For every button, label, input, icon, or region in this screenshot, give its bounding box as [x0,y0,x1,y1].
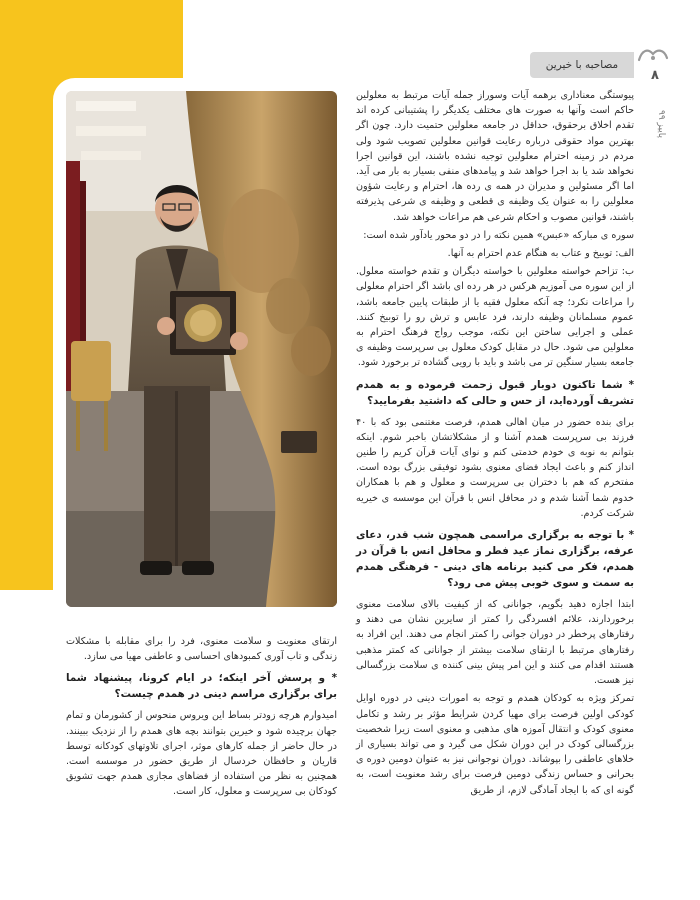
question-heading: * و پرسش آخر اینکه؛ در ایام کرونا، پیشنهاد شما برای برگزاری مراسم دینی در همدم چیست؟ [66,672,337,701]
paragraph: امیدوارم هرچه زودتر بساط این ویروس منحوس از کشورمان و تمام جهان برچیده شود و خیرین بتوانند بچه های همدم را از نزدیک ببینند. در حال حاضر از جمله کارهای موثر، اجرای تلاوتهای کودکانه توسط قاریان و حافظان خردسال از طریق حضور در موسسه است. همچنین به نظر من استفاده از فضاهای مجازی همدم جهت تشویق کودکان بی سرپرست و معلول، کار است. [66,710,337,798]
question-heading: * شما تاکنون دوبار قبول زحمت فرموده و به همدم تشریف آورده‌اید، از حس و حالی که داشتید بفرمایید؟ [356,378,634,407]
left-text-column [66,634,337,803]
section-label: مصاحبه با خیرین [530,52,634,78]
paragraph: تمرکز ویژه به کودکان همدم و توجه به امورات دینی در دوره اوایل کودکی اولین فرصت برای مهیا کردن شرایط مؤثر بر رشد و تکامل معنوی کودک و انتقال آموزه های مذهبی و معنوی است زیرا شخصیت بزرگسالی کودک در این دوران شکل می گیرد و می تواند بسیاری از خلاهای عاطفی را بپوشاند. دوران نوجوانی نیز به عنوان دومین دوره ی بحرانی و حساس زندگی دومین فرصت برای رشد معنویت است، به گونه ای که با ایجاد آمادگی لازم، از طریق [356,693,634,796]
paragraph: پیوستگی معناداری برهمه آیات وسوراز جمله آیات مرتبط به معلولین حاکم است وآنها به صورت های مختلف یکدیگر را پشتیبانی کرده اند تقدم اخلاق برحقوق، حداقل در جامعه معلولین حتمیت دارد. چون اگر بهترین مواد حقوقی درباره رعایت قوانین معلولین تصویب شود ولی مردم در زمینه احترام معلولین توجیه نشده باشند، این قوانین اجرا نخواهد شد یا بد اجرا خواهد شد و پیامدهای منفی بسیار به بار می آید. اما اگر مسئولین و مدیران در همه ی رده ها، احترام و رعایت شؤون معلولین را به عنوان یک وظیفه ی قطعی و وظیفه ی شرعی پذیرفته باشند، قوانین مصوب و احکام شرعی هم مراعات خواهد شد. [356,90,634,223]
paragraph: الف: توبیخ و عتاب به هنگام عدم احترام به آنها. [447,248,634,260]
page-number: ۸ [651,68,659,83]
interviewee-photo [66,91,337,607]
paragraph: ب: تزاحم خواسته معلولین با خواسته دیگران و تقدم خواسته معلول. از این سوره می آموزیم هرکس در هر رده ای باشد اگر احترام معلولی را مراعات نکرد؛ چه آنکه معلول فقیه یا از طبقات پایین جامعه باشد، عموم مسلمانان وظیفه دارند، فرد عابس و ترش رو را توبیخ کنند. عملی و اجرایی ساختن این نکته، موجب رواج فرهنگ احترام به معلولین می شود. حال در مقابل کودک معلول بی سرپرست وظیفه ی جامعه بسیار سنگین تر می باشد و باید با رویی گشاده تر برخورد شود. [356,266,634,369]
issue-label: پاییز ۹۹ [656,110,666,138]
paragraph: ارتقای معنویت و سلامت معنوی، فرد را برای مقابله با مشکلات زندگی و تاب آوری کمبودهای احساسی و عاطفی مهیا می سازد. [66,636,337,663]
magazine-logo-icon [636,46,670,64]
right-text-column [356,88,634,801]
paragraph: برای بنده حضور در میان اهالی همدم، فرصت مغتنمی بود که با ۴۰ فرزند بی سرپرست همدم آشنا و از مشکلاتشان باخبر شوم. اینکه بتوانم به نوبه ی خودم خدمتی کنم و نوای آیات قرآن کریم را طنین انداز کنم و باعث ایجاد فضای معنوی بشود توفیقی بزرگ بوده است. مفتخرم که هم با دختران بی سرپرست و معلول و هم با همکاران خدوم شما آشنا شدم و در محافل انس با قرآن این موسسه ی خیریه شرکت کردم. [356,416,634,519]
paragraph: ابتدا اجازه دهید بگویم، جوانانی که از کیفیت بالای سلامت معنوی برخوردارند، علائم افسردگی را کمتر از سایرین نشان می دهند و رفتارهای پرخطر در دوران جوانی را کمتر انجام می دهند. این افراد به رفتارهای مرتبط با ارتقای سلامت بیشتر از جوانانی که کمتر مذهبی هستند اقدام می کنند و این امر پیش بینی کننده ی سلامت بزرگسالی نیز هست. [356,599,634,687]
paragraph: سوره ی مبارکه «عبس» همین نکته را در دو محور یادآور شده است: [363,229,634,241]
photo-illustration [66,91,337,607]
question-heading: * با توجه به برگزاری مراسمی همچون شب قدر، دعای عرفه، برگزاری نماز عید فطر و محافل انس با قرآن در همدم، فکر می کنید برنامه های دینی - فرهنگی همدم به سمت و سوی خوبی پیش می رود؟ [356,529,634,590]
